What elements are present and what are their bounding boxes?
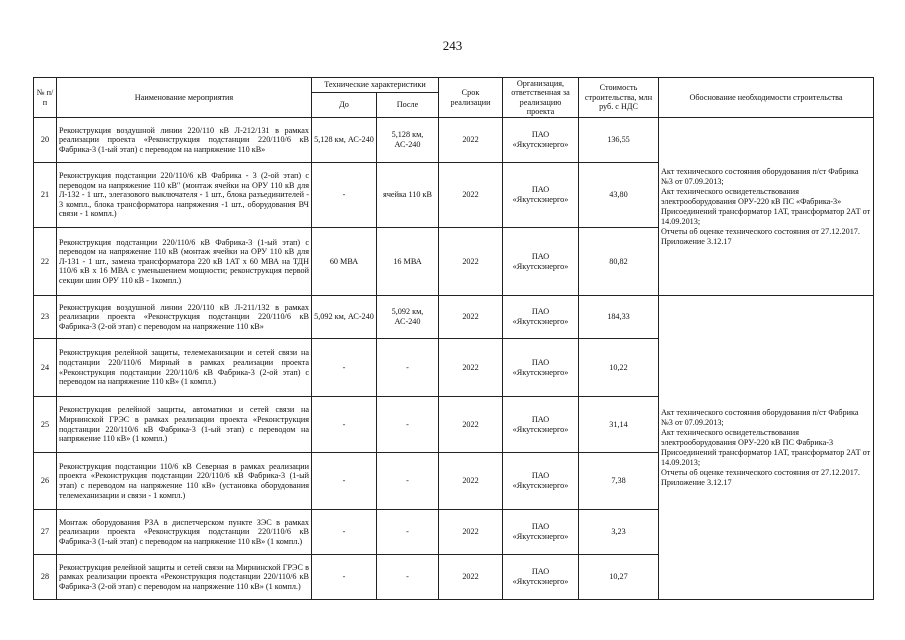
row-term: 2022	[439, 510, 503, 555]
row-cost: 136,55	[579, 118, 659, 163]
row-after: -	[377, 555, 439, 600]
header-name: Наименование мероприятия	[57, 78, 312, 118]
row-num: 28	[34, 555, 57, 600]
row-org: ПАО «Якутскэнерго»	[503, 397, 579, 453]
row-num: 25	[34, 397, 57, 453]
row-cost: 184,33	[579, 296, 659, 339]
row-term: 2022	[439, 118, 503, 163]
row-name: Реконструкция воздушной линии 220/110 кВ Л-211/132 в рамках реализации проекта «Реконструкция подстанции 220/110/6 кВ Фабрика-3 (2-ой этап) с переводом на напряжение 110 кВ»	[57, 296, 312, 339]
row-before: 5,128 км, АС-240	[312, 118, 377, 163]
row-before: -	[312, 397, 377, 453]
row-after: ячейка 110 кВ	[377, 163, 439, 228]
row-before: -	[312, 339, 377, 397]
page-number: 243	[442, 38, 463, 53]
header-term: Срок реализации	[439, 78, 503, 118]
header-before: До	[312, 93, 377, 118]
row-org: ПАО «Якутскэнерго»	[503, 453, 579, 510]
row-before: -	[312, 555, 377, 600]
measures-table	[33, 77, 874, 600]
header-after: После	[377, 93, 439, 118]
row-cost: 80,82	[579, 228, 659, 296]
row-cost: 3,23	[579, 510, 659, 555]
header-cost: Стоимость строительства, млн руб. с НДС	[579, 78, 659, 118]
row-after: -	[377, 453, 439, 510]
row-org: ПАО «Якутскэнерго»	[503, 228, 579, 296]
row-name: Реконструкция воздушной линии 220/110 кВ Л-212/131 в рамках реализации проекта «Реконструкция подстанции 220/110/6 кВ Фабрика-3 (1-ый этап) с переводом на напряжение 110 кВ»	[57, 118, 312, 163]
row-after: -	[377, 510, 439, 555]
row-org: ПАО «Якутскэнерго»	[503, 118, 579, 163]
row-after: -	[377, 339, 439, 397]
row-after: 5,128 км, АС-240	[377, 118, 439, 163]
row-org: ПАО «Якутскэнерго»	[503, 339, 579, 397]
justification-group-1	[659, 118, 874, 296]
row-num: 27	[34, 510, 57, 555]
row-name: Реконструкция подстанции 110/6 кВ Северная в рамках реализации проекта «Реконструкция подстанции 220/110/6 кВ Фабрика-3 (1-ый этап) с переводом на напряжение 110 кВ» (установка оборудования телемеханизации и связи - 1 компл.)	[57, 453, 312, 510]
row-num: 22	[34, 228, 57, 296]
row-cost: 10,27	[579, 555, 659, 600]
row-num: 23	[34, 296, 57, 339]
row-name: Реконструкция релейной защиты и сетей связи на Мирнинской ГРЭС в рамках реализации проекта «Реконструкция подстанции 220/110/6 кВ Фабрика-3 (2-ой этап) с переводом на напряжение 110 кВ» (1 компл.)	[57, 555, 312, 600]
row-org: ПАО «Якутскэнерго»	[503, 555, 579, 600]
row-before: -	[312, 453, 377, 510]
row-num: 20	[34, 118, 57, 163]
justification-line: Акт технического освидетельствования электрооборудования ОРУ-220 кВ ПС «Фабрика-3» Присоединений трансформатор 1АТ, трансформатор 2АТ от 14.09.2013;	[661, 186, 871, 226]
row-after: -	[377, 397, 439, 453]
row-term: 2022	[439, 453, 503, 510]
row-cost: 7,38	[579, 453, 659, 510]
row-num: 21	[34, 163, 57, 228]
row-before: 60 МВА	[312, 228, 377, 296]
justification-line: Акт технического состояния оборудования п/ст Фабрика №3 от 07.09.2013;	[661, 407, 859, 427]
header-num: № п/п	[34, 78, 57, 118]
row-cost: 43,80	[579, 163, 659, 228]
row-before: 5,092 км, АС-240	[312, 296, 377, 339]
row-cost: 10,22	[579, 339, 659, 397]
row-after: 5,092 км, АС-240	[377, 296, 439, 339]
row-org: ПАО «Якутскэнерго»	[503, 163, 579, 228]
row-after: 16 МВА	[377, 228, 439, 296]
header-tech: Технические характеристики	[312, 78, 439, 93]
row-before: -	[312, 163, 377, 228]
row-org: ПАО «Якутскэнерго»	[503, 510, 579, 555]
row-num: 26	[34, 453, 57, 510]
justification-line: Отчеты об оценке технического состояния от 27.12.2017.	[661, 226, 860, 236]
row-org: ПАО «Якутскэнерго»	[503, 296, 579, 339]
row-term: 2022	[439, 163, 503, 228]
row-term: 2022	[439, 339, 503, 397]
table-row	[34, 296, 874, 339]
row-term: 2022	[439, 228, 503, 296]
header-justification: Обоснование необходимости строительства	[659, 78, 874, 118]
row-before: -	[312, 510, 377, 555]
row-term: 2022	[439, 296, 503, 339]
table-row	[34, 118, 874, 163]
row-term: 2022	[439, 397, 503, 453]
justification-line: Отчеты об оценке технического состояния от 27.12.2017. Приложение 3.12.17	[661, 467, 860, 487]
justification-line: Акт технического освидетельствования электрооборудования ОРУ-220 кВ ПС Фабрика-3 Присоединений трансформатор 1АТ, трансформатор 2АТ от 14.09.2013;	[661, 427, 871, 467]
row-name: Реконструкция релейной защиты, телемеханизации и сетей связи на подстанции 220/110/6 Мирный в рамках реализации проекта «Реконструкция подстанции 220/110/6 кВ Фабрика-3 (2-ой этап) с переводом на напряжение 110 кВ» (1 компл.)	[57, 339, 312, 397]
row-name: Реконструкция подстанции 220/110/6 кВ Фабрика-3 (1-ый этап) с переводом на напряжение 110 кВ (монтаж ячейки на ОРУ 110 кВ для Л-131 - 1 шт., замена трансформатора 220 кВ 1АТ х 60 МВА на ТДН 110/6 кВ х 16 МВА с уменьшением мощности; реконструкция первой секции шин ОРУ 110 кВ - 1компл.)	[57, 228, 312, 296]
row-name: Реконструкция подстанции 220/110/6 кВ Фабрика - 3 (2-ой этап) с переводом на напряжение 110 кВ" (монтаж ячейки на ОРУ 110 кВ для Л-132 - 1 шт., элегазового выключателя - 1 шт., блока разъединителей - 3 компл., блока трансформатора напряжения -1 шт., оборудования ВЧ связи - 1 компл.)	[57, 163, 312, 228]
header-org: Организация, ответственная за реализацию проекта	[503, 78, 579, 118]
row-name: Монтаж оборудования РЗА в диспетчерском пункте ЗЭС в рамках реализации проекта «Реконструкция подстанции 220/110/6 кВ Фабрика-3 (1-ый этап) с переводом на напряжение 110 кВ» (1 компл.)	[57, 510, 312, 555]
row-num: 24	[34, 339, 57, 397]
justification-line: Приложение 3.12.17	[661, 236, 732, 246]
row-name: Реконструкция релейной защиты, автоматики и сетей связи на Мирнинской ГРЭС в рамках реализации проекта «Реконструкция подстанции 220/110/6 кВ Фабрика-3 (1-ый этап) с переводом на напряжение 110 кВ» (1 компл.)	[57, 397, 312, 453]
row-cost: 31,14	[579, 397, 659, 453]
row-term: 2022	[439, 555, 503, 600]
justification-group-2	[659, 296, 874, 600]
justification-line: Акт технического состояния оборудования п/ст Фабрика №3 от 07.09.2013;	[661, 166, 859, 186]
